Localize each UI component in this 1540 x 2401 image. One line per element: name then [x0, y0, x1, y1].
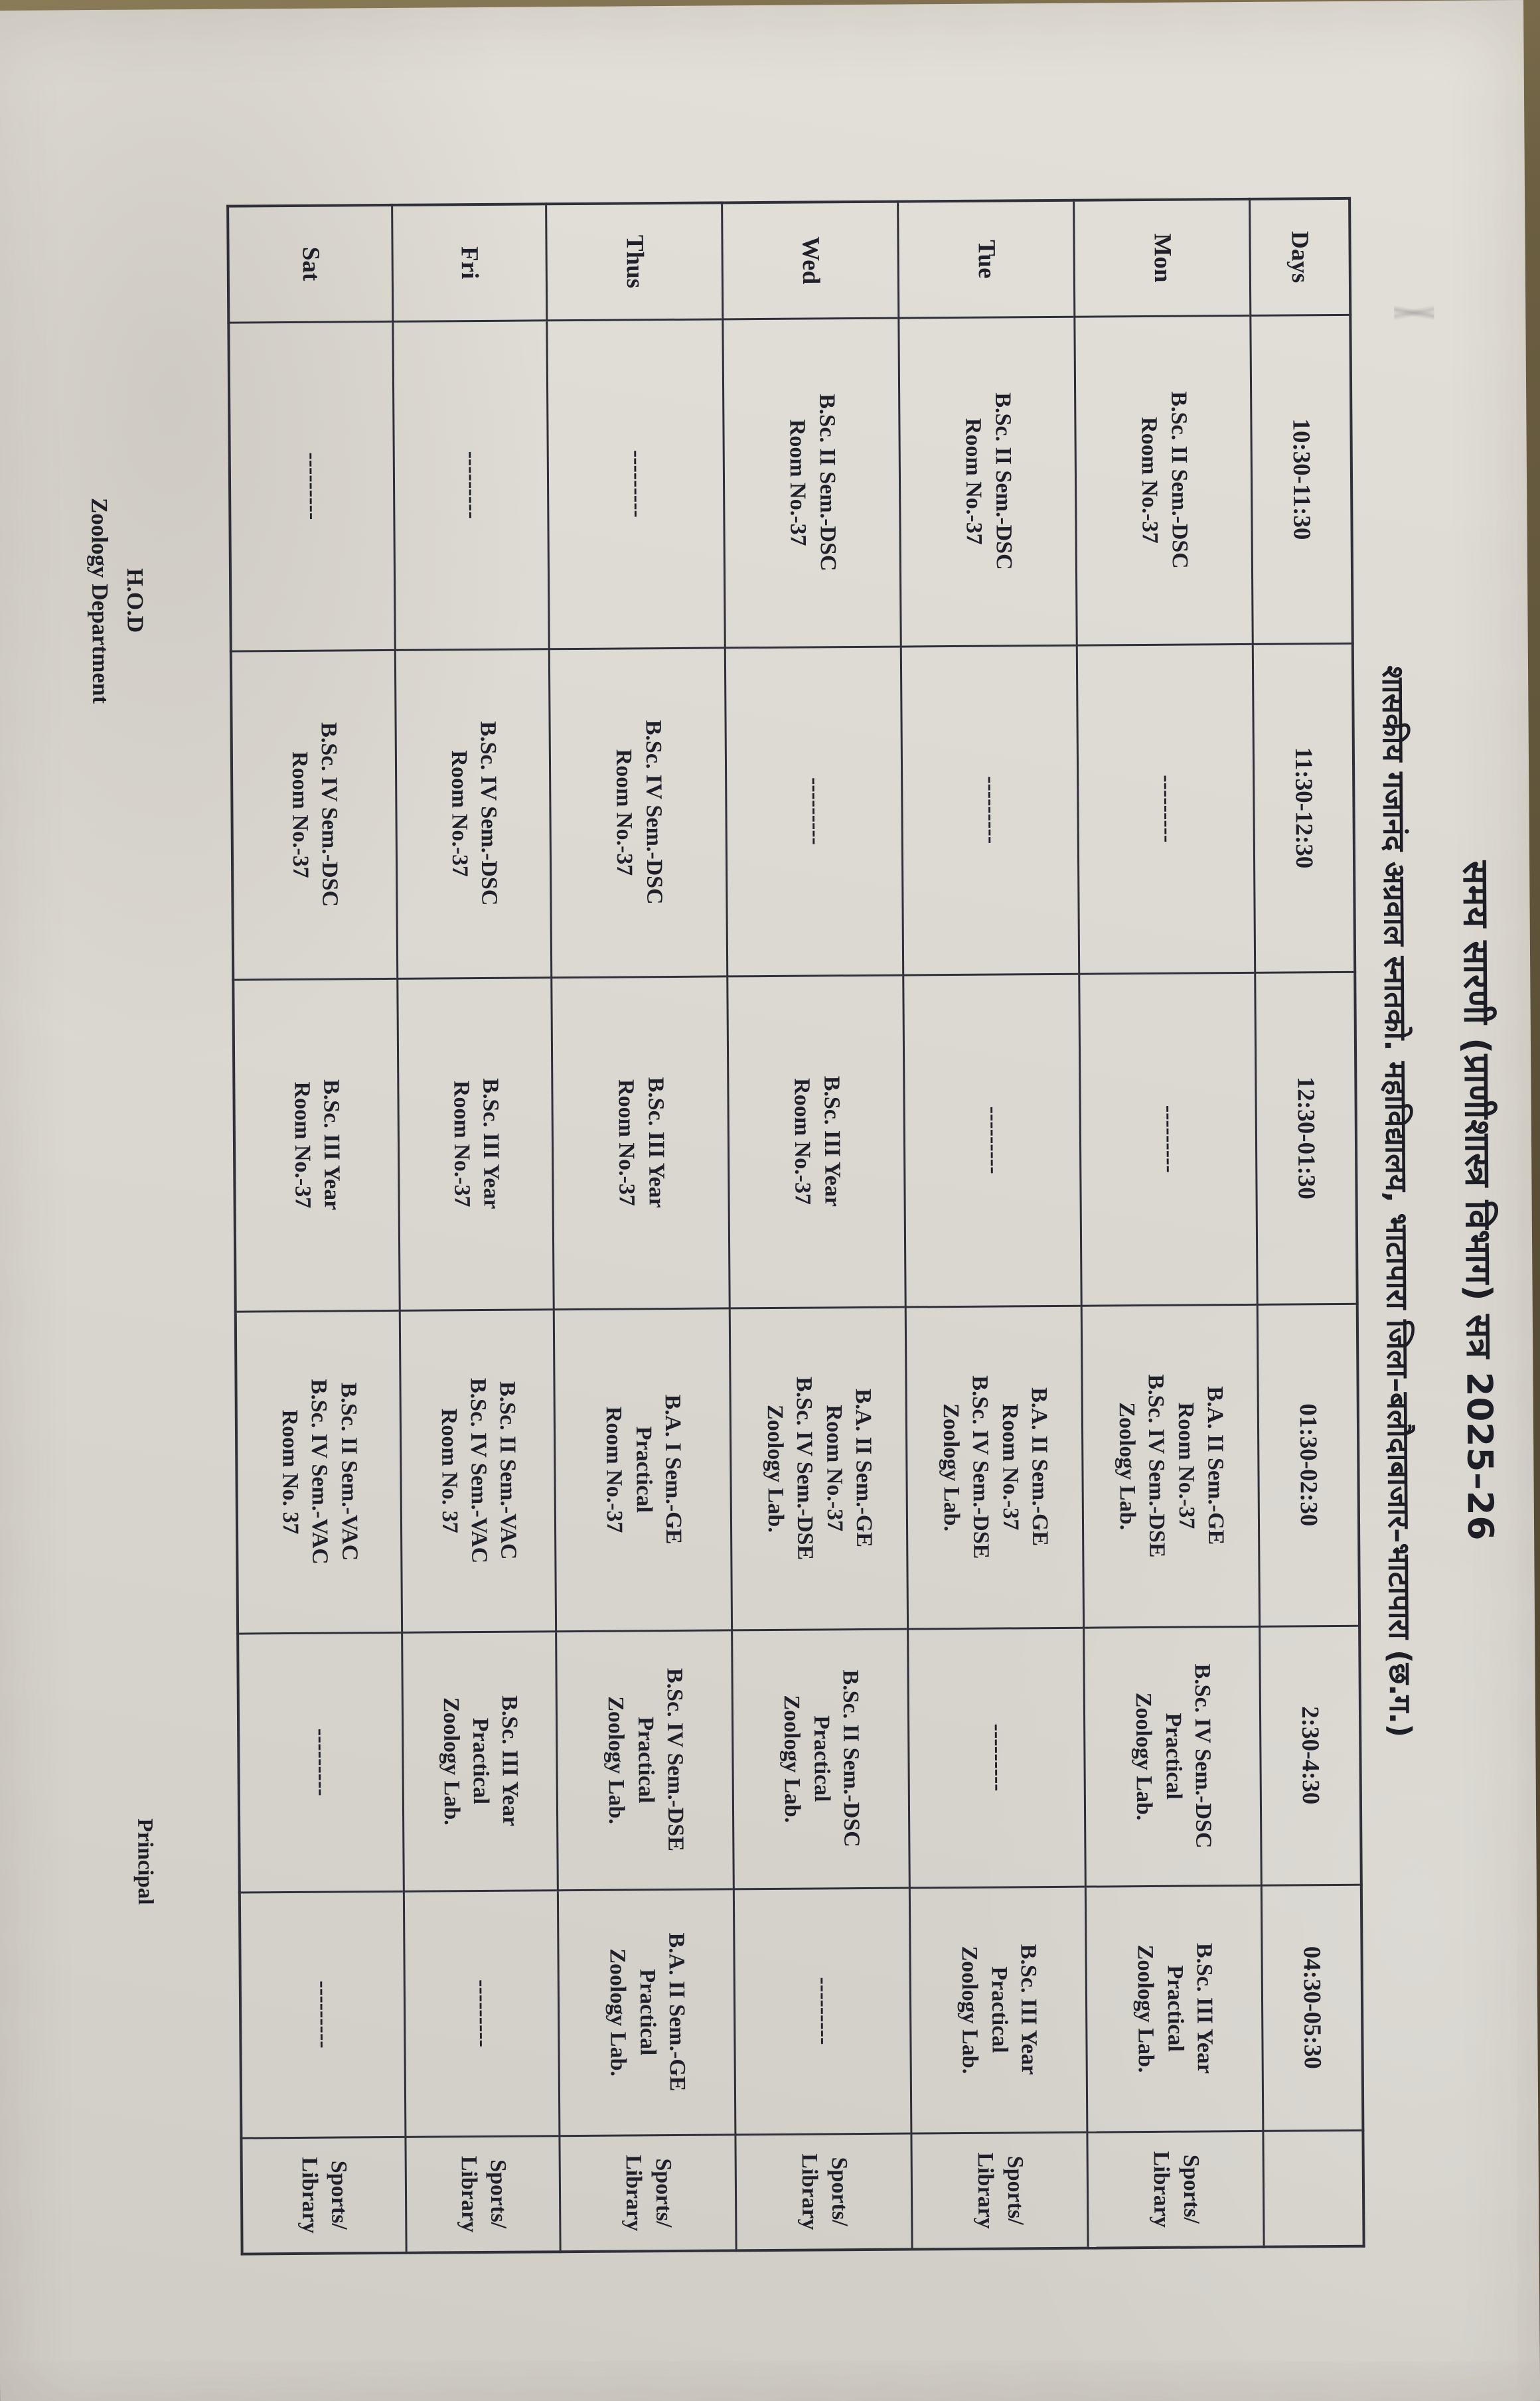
timetable [226, 197, 1365, 2256]
row-tue [898, 200, 1089, 2250]
timetable-cell: B.Sc. II Sem.-DSC Practical Zoology Lab. [732, 1629, 910, 1889]
timetable-cell: B.Sc. IV Sem.-DSC Room No.-37 [550, 647, 728, 977]
timetable-cell: B.A. II Sem.-GE Room No.-37 B.Sc. IV Sem.-DSE Zoology Lab. [1082, 1304, 1260, 1628]
timetable-cell: --------- [1077, 644, 1255, 974]
timetable-cell: --------- [726, 647, 903, 976]
principal-signature-label: Principal [133, 1818, 157, 1905]
timetable-cell: --------- [240, 1891, 406, 2138]
day-label-sat: Sat [228, 205, 393, 323]
timetable-cell: --------- [393, 320, 549, 650]
timetable-cell: --------- [908, 1628, 1086, 1888]
time-header-blank [1263, 2130, 1363, 2247]
day-label-mon: Mon [1074, 199, 1251, 317]
row-fri [392, 204, 561, 2253]
timetable-cell: B.Sc. IV Sem.-DSC Room No.-37 [396, 649, 552, 978]
day-label-fri: Fri [392, 204, 547, 321]
timetable-cell: Sports/ Library [735, 2133, 912, 2251]
timetable-cell: Sports/ Library [241, 2137, 406, 2254]
header-row [1250, 198, 1364, 2247]
timetable-cell: Sports/ Library [1087, 2131, 1264, 2248]
time-header-0430-0530: 04:30-05:30 [1262, 1885, 1363, 2131]
timetable-cell: B.Sc. III Year Practical Zoology Lab. [402, 1631, 558, 1891]
row-mon [1074, 199, 1265, 2248]
timetable-cell: B.Sc. II Sem.-VAC B.Sc. IV Sem.-VAC Room No. 37 [236, 1310, 402, 1634]
document-title: समय सारणी (प्राणीशास्त्र विभाग) सत्र 2025–26 [1455, 860, 1501, 1541]
timetable-cell: --------- [1079, 972, 1257, 1306]
timetable-cell: B.Sc. III Year Room No.-37 [398, 977, 554, 1310]
timetable-cell: Sports/ Library [560, 2134, 736, 2252]
timetable-cell: --------- [238, 1632, 404, 1893]
row-wed [722, 202, 913, 2251]
timetable-cell: B.A. II Sem.-GE Practical Zoology Lab. [558, 1889, 736, 2135]
time-header-1230-0130: 12:30-01:30 [1255, 972, 1357, 1304]
timetable-cell: Sports/ Library [406, 2135, 560, 2253]
timetable-cell: --------- [734, 1888, 912, 2135]
document-subtitle: शासकीय गजानंद अग्रवाल स्नातको. महाविद्यालय, भाटापारा जिला–बलौदाबाजार–भाटापारा (छ.ग.) [1375, 665, 1419, 1738]
timetable-cell: B.Sc. III Year Room No.-37 [233, 978, 400, 1312]
row-thus [546, 202, 737, 2252]
timetable-cell: B.A. II Sem.-GE Room No.-37 B.Sc. IV Sem.-DSE Zoology Lab. [730, 1307, 908, 1630]
timetable-cell: B.Sc. III Year Room No.-37 [552, 976, 730, 1309]
day-label-thus: Thus [546, 202, 723, 320]
timetable-cell: B.Sc. IV Sem.-DSE Practical Zoology Lab. [556, 1630, 734, 1890]
hod-label: H.O.D [121, 568, 149, 633]
row-sat [228, 205, 407, 2254]
timetable-cell: --------- [901, 645, 1079, 975]
timetable-cell: --------- [404, 1890, 560, 2137]
timetable-cell: B.Sc. IV Sem.-DSC Room No.-37 [231, 650, 398, 980]
timetable-cell: --------- [903, 974, 1081, 1307]
timetable-cell: B.A. II Sem.-GE Room No.-37 B.Sc. IV Sem.-DSE Zoology Lab. [906, 1306, 1084, 1629]
timetable-cell: Sports/ Library [911, 2132, 1088, 2250]
timetable-cell: --------- [547, 319, 725, 649]
day-label-tue: Tue [898, 200, 1075, 318]
hod-signature-block [82, 474, 153, 727]
timetable-cell: B.Sc. II Sem.-DSC Room No.-37 [899, 317, 1077, 647]
day-label-wed: Wed [722, 202, 899, 319]
timetable-cell: B.Sc. III Year Practical Zoology Lab. [1086, 1885, 1264, 2132]
hod-department-label: Zoology Department [86, 497, 114, 704]
timetable-cell: B.Sc. III Year Room No.-37 [728, 975, 905, 1308]
timetable-cell: --------- [228, 321, 395, 651]
timetable-cell: B.Sc. III Year Practical Zoology Lab. [910, 1887, 1088, 2133]
timetable-cell: B.Sc. II Sem.-VAC B.Sc. IV Sem.-VAC Room No. 37 [400, 1309, 556, 1632]
time-header-0130-0230: 01:30-02:30 [1258, 1304, 1359, 1626]
timetable-cell: B.Sc. IV Sem.-DSC Practical Zoology Lab. [1084, 1626, 1262, 1887]
time-header-230-430: 2:30-4:30 [1260, 1626, 1361, 1885]
days-corner-header: Days [1250, 198, 1350, 315]
timetable-cell: B.Sc. II Sem.-DSC Room No.-37 [723, 318, 901, 648]
time-header-1130-1230: 11:30-12:30 [1253, 643, 1355, 972]
timetable-cell: B.A. I Sem.-GE Practical Room No.-37 [554, 1308, 732, 1631]
time-header-1030-1130: 10:30-11:30 [1251, 315, 1352, 644]
timetable-cell: B.Sc. II Sem.-DSC Room No.-37 [1075, 315, 1253, 645]
